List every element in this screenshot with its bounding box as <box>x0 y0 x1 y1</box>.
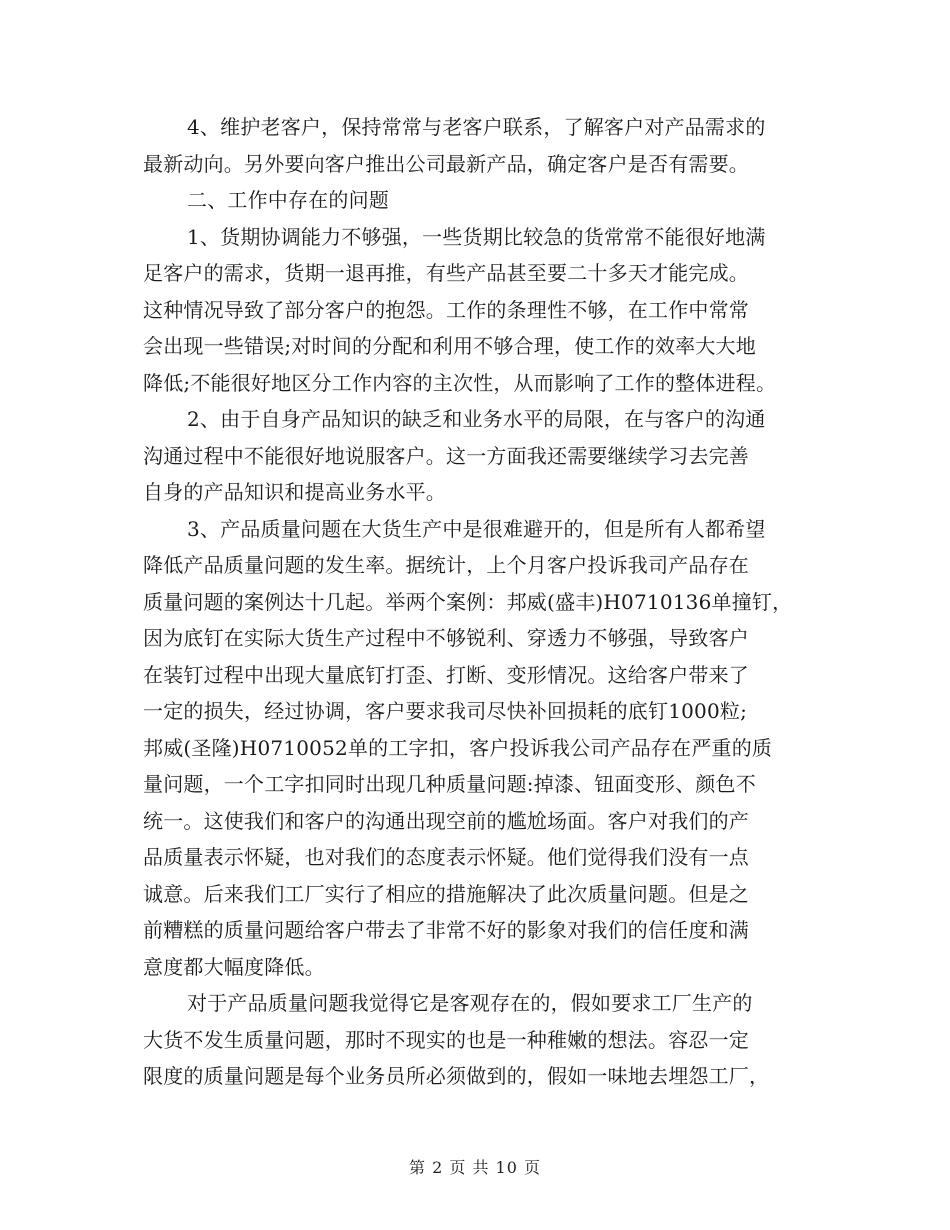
page-number-footer: 第 2 页 共 10 页 <box>409 1158 541 1177</box>
text-line: 最新动向。另外要向客户推出公司最新产品，确定客户是否有需要。 <box>143 151 749 176</box>
text-line: 一定的损失，经过协调，客户要求我司尽快补回损耗的底钉1000粒; <box>143 699 748 723</box>
text-line: 降低产品质量问题的发生率。据统计，上个月客户投诉我司产品存在 <box>143 553 749 577</box>
document-body <box>143 109 823 1095</box>
text-line: 在装钉过程中出现大量底钉打歪、打断、变形情况。这给客户带来了 <box>143 662 749 687</box>
text-line: 意度都大幅度降低。 <box>143 954 325 979</box>
text-line: 前糟糕的质量问题给客户带去了非常不好的影象对我们的信任度和满 <box>143 918 749 942</box>
text-line: 1、货期协调能力不够强，一些货期比较急的货常常不能很好地满 <box>187 224 766 249</box>
text-line: 量问题，一个工字扣同时出现几种质量问题:掉漆、钮面变形、颜色不 <box>143 772 756 796</box>
text-line: 邦威(圣隆)H0710052单的工字扣，客户投诉我公司产品存在严重的质 <box>143 735 773 760</box>
text-line: 沟通过程中不能很好地说服客户。这一方面我还需要继续学习去完善 <box>143 443 749 468</box>
text-line: 因为底钉在实际大货生产过程中不够锐利、穿透力不够强，导致客户 <box>143 626 749 650</box>
text-line: 这种情况导致了部分客户的抱怨。工作的条理性不够，在工作中常常 <box>143 297 749 322</box>
text-line: 4、维护老客户，保持常常与老客户联系，了解客户对产品需求的 <box>187 115 766 139</box>
text-line: 降低;不能很好地区分工作内容的主次性，从而影响了工作的整体进程。 <box>143 370 777 395</box>
text-line: 2、由于自身产品知识的缺乏和业务水平的局限，在与客户的沟通 <box>187 407 766 431</box>
text-line: 统一。这使我们和客户的沟通出现空前的尴尬场面。客户对我们的产 <box>143 808 749 833</box>
text-line: 质量问题的案例达十几起。举两个案例：邦威(盛丰)H0710136单撞钉， <box>143 589 793 614</box>
text-line: 对于产品质量问题我觉得它是客观存在的，假如要求工厂生产的 <box>187 991 753 1015</box>
text-line: 大货不发生质量问题，那时不现实的也是一种稚嫩的想法。容忍一定 <box>143 1027 749 1052</box>
section-heading: 二、工作中存在的问题 <box>187 188 389 212</box>
text-line: 3、产品质量问题在大货生产中是很难避开的，但是所有人都希望 <box>187 516 766 541</box>
text-line: 会出现一些错误;对时间的分配和利用不够合理，使工作的效率大大地 <box>143 334 756 358</box>
text-line: 自身的产品知识和提高业务水平。 <box>143 480 446 504</box>
text-line: 足客户的需求，货期一退再推，有些产品甚至要二十多天才能完成。 <box>143 261 749 285</box>
text-line: 品质量表示怀疑，也对我们的态度表示怀疑。他们觉得我们没有一点 <box>143 845 749 869</box>
text-line: 限度的质量问题是每个业务员所必须做到的，假如一味地去埋怨工厂， <box>143 1064 770 1088</box>
text-line: 诚意。后来我们工厂实行了相应的措施解决了此次质量问题。但是之 <box>143 881 749 906</box>
